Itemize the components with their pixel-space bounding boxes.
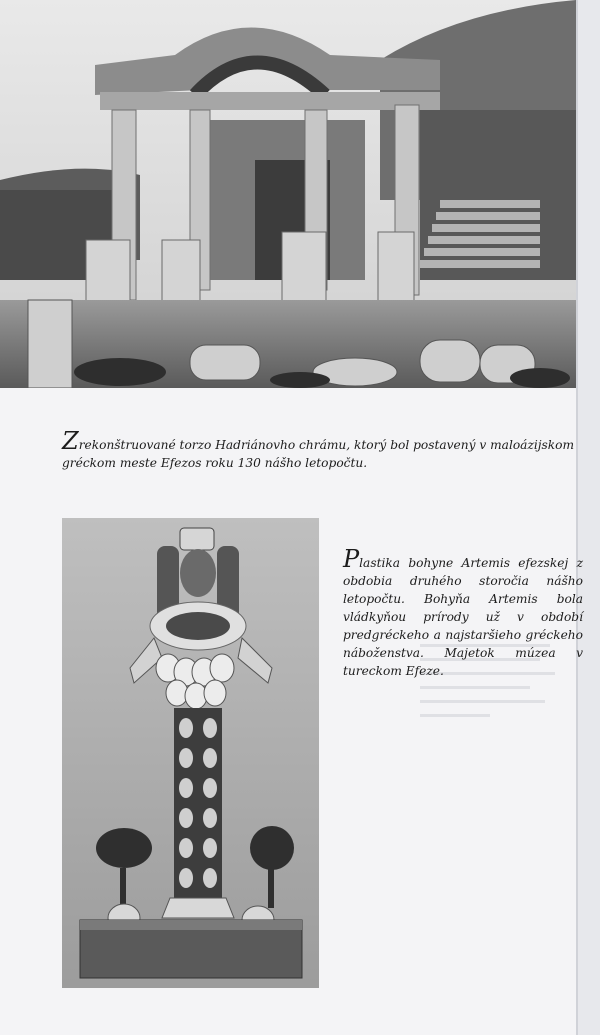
temple-caption-initial: Z [62, 427, 79, 456]
statue-caption [343, 545, 583, 680]
statue-photo [62, 518, 319, 988]
temple-photo [0, 0, 576, 388]
temple-caption-text: rekonštruované torzo Hadriánovho chrámu, ktorý bol postavený v maloázijskom gréckom meste Efezos roku 130 nášho letopočtu. [62, 438, 575, 471]
statue-caption-text: lastika bohyne Artemis efezskej z obdobia druhého storočia nášho letopočtu. Bohyňa Artemis bola vládkyňou prírody už v období predgréckeho a najstaršieho gréckeho náboženstva. Majetok múzea v tureckom Efeze. [343, 556, 583, 679]
statue-caption-initial: P [343, 545, 360, 574]
temple-caption [62, 427, 576, 472]
page-edge-strip [576, 0, 600, 1035]
